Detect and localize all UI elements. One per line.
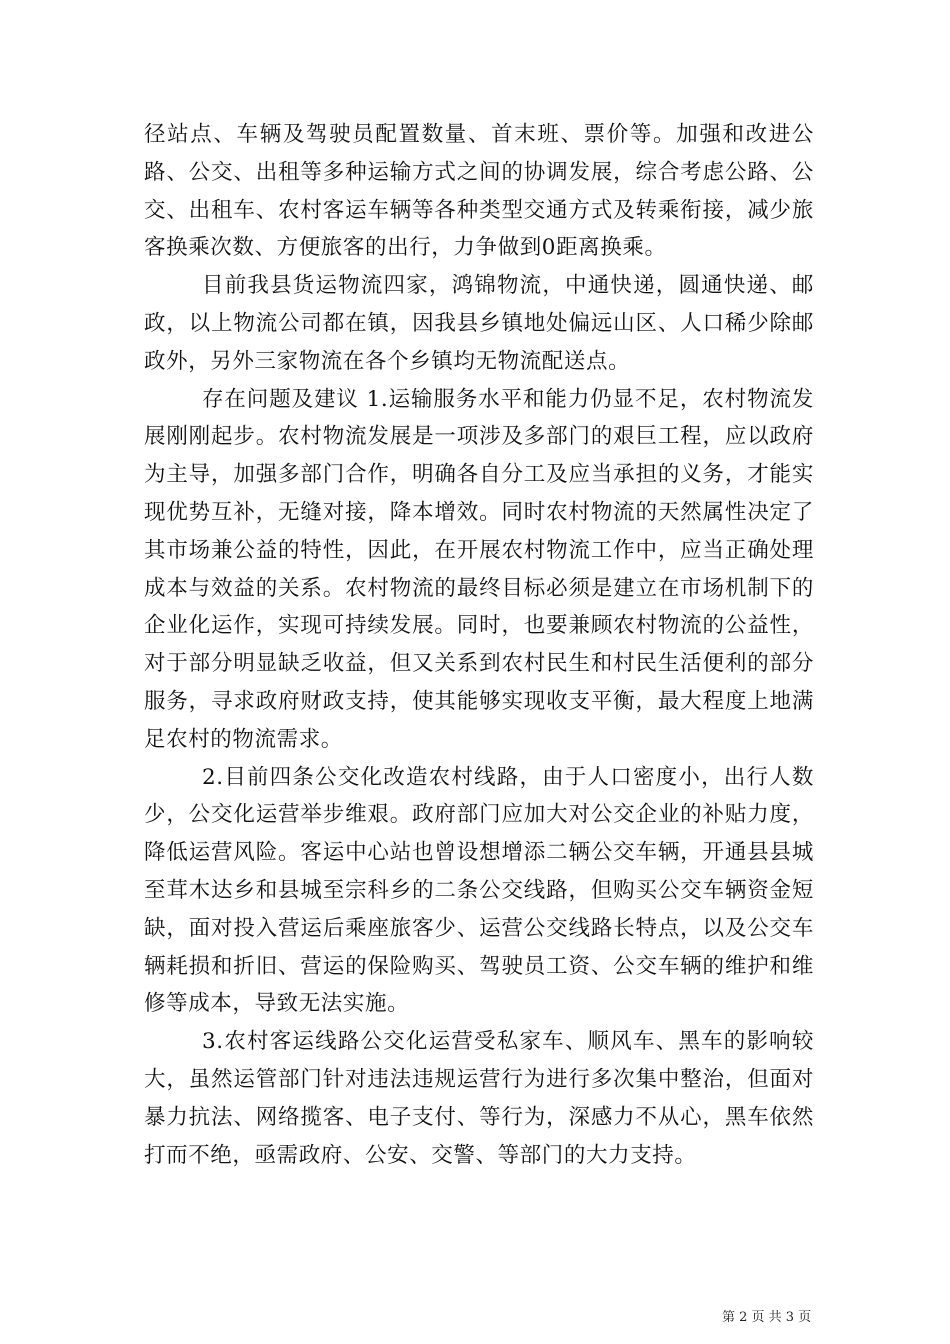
paragraph-continuation: 径站点、车辆及驾驶员配置数量、首末班、票价等。加强和改进公路、公交、出租等多种运输方式之间的协调发展，综合考虑公路、公交、出租车、农村客运车辆等各种类型交通方式及转乘衔接，减少旅客换乘次数、方便旅客的出行，力争做到0距离换乘。 bbox=[144, 122, 814, 261]
document-body bbox=[144, 116, 814, 1174]
paragraph-suggestion-2: 2.目前四条公交化改造农村线路，由于人口密度小，出行人数少，公交化运营举步维艰。政府部门应加大对公交企业的补贴力度，降低运营风险。客运中心站也曾设想增添二辆公交车辆，开通县县城至茸木达乡和县城至宗科乡的二条公交线路，但购买公交车辆资金短缺，面对投入营运后乘座旅客少、运营公交线路长特点，以及公交车辆耗损和折旧、营运的保险购买、驾驶员工资、公交车辆的维护和维修等成本，导致无法实施。 bbox=[144, 764, 814, 1017]
paragraph-problems-suggestion-1: 存在问题及建议 1.运输服务水平和能力仍显不足，农村物流发展刚刚起步。农村物流发展是一项涉及多部门的艰巨工程，应以政府为主导，加强多部门合作，明确各自分工及应当承担的义务，才能实现优势互补，无缝对接，降本增效。同时农村物流的天然属性决定了其市场兼公益的特性，因此，在开展农村物流工作中，应当正确处理成本与效益的关系。农村物流的最终目标必须是建立在市场机制下的企业化运作，实现可持续发展。同时，也要兼顾农村物流的公益性，对于部分明显缺乏收益，但又关系到农村民生和村民生活便利的部分服务，寻求政府财政支持，使其能够实现收支平衡，最大程度上地满足农村的物流需求。 bbox=[144, 386, 814, 752]
paragraph-suggestion-3: 3.农村客运线路公交化运营受私家车、顺风车、黑车的影响较大，虽然运管部门针对违法违规运营行为进行多次集中整治，但面对暴力抗法、网络揽客、电子支付、等行为，深感力不从心，黑车依然打而不绝，亟需政府、公安、交警、等部门的大力支持。 bbox=[144, 1029, 814, 1168]
paragraph-freight-logistics: 目前我县货运物流四家，鸿锦物流，中通快递，圆通快递、邮政，以上物流公司都在镇，因我县乡镇地处偏远山区、人口稀少除邮政外，另外三家物流在各个乡镇均无物流配送点。 bbox=[144, 273, 814, 374]
page-number-footer: 第 2 页 共 3 页 bbox=[722, 1310, 812, 1325]
